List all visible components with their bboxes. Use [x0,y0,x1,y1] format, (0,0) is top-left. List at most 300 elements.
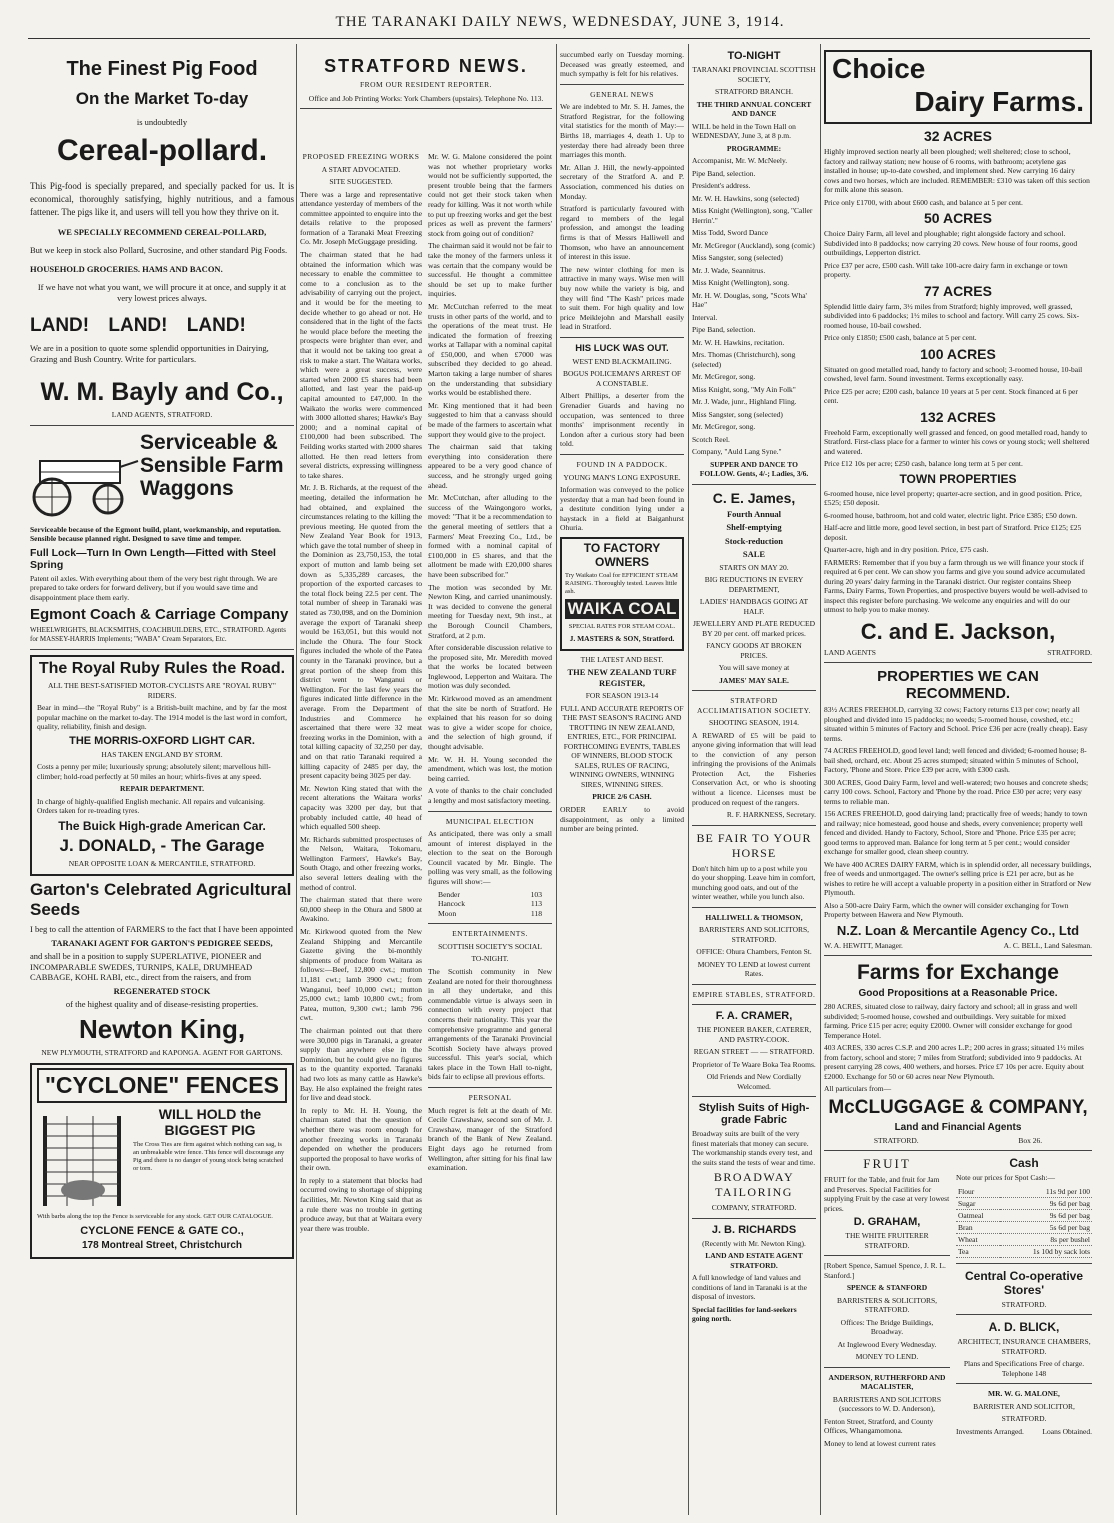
fair-horse-body: Don't hitch him up to a post while you do your shopping. Leave him in comfort, munching good oats, and out of the winter weather, while you lunch also. [692,863,816,902]
richards-body: A full knowledge of land values and conditions of land in Taranaki is at the disposal of investors. [692,1273,807,1302]
waggon-ad [30,431,294,525]
news-para: Mr. McCutchan referred to the meat trusts in other parts of the world, and to the operations of the meat trust. He indicated the formation of freezing works at Tallapar with a nominal capital of £50,000, and when £7000 was subscribed they decided to go ahead. Marton taking a large number of shares on the understanding that subsidiary works would be established there. [428,301,552,398]
nzloan-footer [824,941,1092,951]
divider [692,1096,816,1097]
james-sale: SALE [742,549,766,559]
mccluggage-footer [824,1136,1092,1146]
anderson-money: Money to lend at lowest current rates [824,1438,936,1448]
coop-headline: Central Co-operative Stores' [964,1268,1084,1297]
coal-sub: SPECIAL RATES FOR STEAM COAL. [568,622,676,630]
james-shelf: Shelf-emptying [726,522,782,532]
royal-ruby-ad [30,655,294,876]
tonight-headline: TO-NIGHT [727,50,781,62]
general-news-column [560,50,684,1515]
recommend-item: 300 ACRES, Good Dairy Farm, level and well-watered; two houses and concrete sheds; carry 100 cows. School, Factory and 'Phone by the road. Price £30 per acre; very easy terms to reliable man. [824,777,1089,806]
malone-loans: Loans Obtained. [1042,1426,1092,1436]
divider [428,1087,552,1088]
poll-votes: 103 [530,889,542,899]
news-para: The motion was seconded by Mr. Newton King, and carried unanimously. It was decided to convene the general meeting for Tuesday next, 9th inst., at the Borough Council Chambers, Stratford, at 2 p.m. [428,582,552,640]
news-subcolumn-left [300,152,422,1236]
exchange-sub: Good Propositions at a Reasonable Price. [858,988,1058,999]
nzloan-left: W. A. HEWITT, Manager. [824,940,903,950]
anderson-sub: BARRISTERS AND SOLICITORS (successors to W. D. Anderson), [832,1394,942,1413]
malone-invest: Investments Arranged. [956,1426,1024,1436]
fence-illustration [37,1110,127,1210]
divider [30,649,294,650]
freezing-para: Mr. Newton King stated that with the recent alterations the Waitara works' capacity was 3200 per day, but that probably included cattle, 40 head of which equalled 500 sheep. [300,783,422,832]
cash-item: Oatmeal [956,1209,1000,1221]
divider [824,955,1092,956]
garton-ad [30,880,294,1057]
james-starts: STARTS ON MAY 20. [719,562,789,572]
fruit-headline: FRUIT [863,1156,911,1171]
cyclone-company: CYCLONE FENCE & GATE CO., [80,1224,244,1237]
jackson-footer [824,648,1092,658]
halliwell-sub: BARRISTERS AND SOLICITORS, STRATFORD. [698,925,810,944]
freezing-para: Mr. Kirkwood quoted from the New Zealand Shipping and Mercantile Gazette giving the bi-monthly shipments of produce from Waitara as follows:—Beef, 12,800 cwt.; mutton 11,181 cwt.; lamb 3900 cwt.; from Wanganui, beef 10,000 cwt.; mutton 25,000 cwt.; lamb 10,800 cwt.; from Patea, mutton, 9,300 cwt.; lamb 796 cwt. [300,927,422,1023]
james-shop: JAMES' MAY SALE. [719,675,789,685]
accompanist: Accompanist, Mr. W. McNeely. [692,156,788,165]
acres-50-head: 50 ACRES [924,210,992,226]
malone-footer [956,1427,1092,1437]
bayly-name: W. M. Bayly and Co., [40,378,284,406]
news-para: Mr. Kirkwood moved as an amendment that the site be north of Stratford. He explained that his reason for so doing was to give a wider scope for choice, and the selection of high ground, if thought advisable. [428,694,552,752]
divider [692,1218,816,1219]
cash-intro: Note our prices for Spot Cash:— [956,1173,1055,1182]
halliwell-office: OFFICE: Ohura Chambers, Fenton St. [696,947,812,957]
programme-item: Mrs. Thomas (Christchurch), song (selected) [692,350,796,369]
news-para: Mr. W. H. H. Young seconded the amendment, which was lost, the motion being carried. [428,754,552,783]
morris-headline: THE MORRIS-OXFORD LIGHT CAR. [69,734,255,747]
personal-headline: PERSONAL [468,1093,512,1103]
poll-name: Bender [438,889,460,899]
pig-food-undoubtedly: is undoubtedly [136,117,188,127]
divider [300,108,552,109]
bottom-adverts [824,1156,1092,1451]
poll-votes: 118 [530,908,542,918]
richards-name: J. B. RICHARDS [711,1223,797,1236]
luck-sub2: BOGUS POLICEMAN'S ARREST OF A CONSTABLE. [562,369,682,388]
ruby-headline: The Royal Ruby Rules the Road. [38,660,286,677]
divider [692,907,816,908]
news-para: The chairman said that taking everything into consideration there appeared to be a very good chance of success, and he strongly urged going ahead. [428,442,552,490]
news-para: Stratford is particularly favoured with regard to members of the legal profession, and amongst the leading firms is that of Messrs Halliwell and Thomson, who have an announcement of interest in this issue. [560,204,684,262]
programme-item: Mr. W. H. Hawkins, recitation. [692,337,785,347]
luck-body: Albert Phillips, a deserter from the Grenadier Guards and having no occupation, was sentenced to three months' imprisonment recently in London after a curious story had been told. [560,391,684,449]
coal-agent: J. MASTERS & SON, Stratford. [569,634,675,644]
programme-item: Miss Knight (Wellington), song. [692,278,790,287]
divider [428,923,552,924]
waggon-headline: Serviceable & Sensible Farm Waggons [140,430,284,500]
exchange-tail: All particulars from— [824,1084,892,1093]
news-para: succumbed early on Tuesday morning. Deceased was greatly esteemed, and much sympathy is felt for his relatives. [560,50,684,79]
turf-tail: ORDER EARLY to avoid disappointment, as only a limited number are being printed. [560,804,684,834]
divider [692,484,816,485]
programme-item: Pipe Band, selection. [692,325,756,334]
acres-77-body: Splendid little dairy farm, 3½ miles from Stratford; highly improved, well grassed, subdivided into 6 paddocks; 1½ miles to school and factory. Will carry 25 cows. Six-roomed house, 10-bail cowshed. [824,301,1080,330]
pig-food-procure: If we have not what you want, we will procure it at once, and supply it at very lowest prices always. [37,282,287,303]
cash-item: Flour [956,1186,1000,1198]
repair-headline: REPAIR DEPARTMENT. [120,784,204,793]
divider [560,337,684,338]
cash-price: 1s 10d by sack lots [1000,1245,1092,1257]
news-para: Mr. King mentioned that it had been suggested to him that a canvass should be made of the farmers to ascertain what support they would give to the project. [428,400,552,439]
concert-headline: THE THIRD ANNUAL CONCERT AND DANCE [696,99,812,118]
land-headline: LAND! LAND! LAND! [30,315,246,336]
divider [692,1004,816,1005]
land-agents-column [824,50,1092,1515]
programme-list [692,169,816,457]
pig-food-product: Cereal-pollard. [56,133,268,167]
richards-sub: (Recently with Mr. Newton King). [702,1238,806,1248]
freezing-sub2: SITE SUGGESTED. [329,177,393,186]
newton-name: Newton King, [78,1013,246,1044]
choice-dairy-ad [824,50,1092,124]
graham-sub: THE WHITE FRUITERER STRATFORD. [845,1231,929,1250]
notices-column [692,50,816,1515]
turf-headline: THE NEW ZEALAND TURF REGISTER, [567,667,677,688]
broadway-sub: COMPANY, STRATFORD. [711,1203,797,1213]
divider [824,662,1092,663]
supper-line: SUPPER AND DANCE TO FOLLOW. Gents, 4/-; Ladies, 3/6. [699,459,809,478]
land-body: We are in a position to quote some splendid opportunities in Dairying, Grazing and Bush Country. Write for particulars. [30,343,269,364]
paddock-body: Information was conveyed to the police yesterday that a man had been found in a destitute condition lying under a haystack in a field at Baiganhurst Ohuria. [560,485,684,533]
acclimatisation-headline: STRATFORD ACCLIMATISATION SOCIETY. [697,696,811,715]
shooting-season: SHOOTING SEASON, 1914. [708,718,799,727]
empire-stables: EMPIRE STABLES, STRATFORD. [692,989,816,999]
ruby-body: Bear in mind—the "Royal Ruby" is a British-built machine, and by far the most popular machine on the market to-day. The 1914 model is the last word in comfort, quality, reliability, finish and design. [37,703,287,731]
entertainments-body: The Scottish community in New Zealand are noted for their thoroughness in all they undertake, and this commendable virtue is always seen in connection with every project that concerns their nationality. This year the comprehensive programme and general arrangements of the Taranaki Provincial Scottish Society have always proved successful. This year's social, which takes place in the Town Hall to-night, bids fair to eclipse all previous efforts. [428,966,552,1082]
cyclone-address: 178 Montreal Street, Christchurch [81,1239,243,1251]
mccluggage-left: STRATFORD. [873,1135,919,1145]
programme-item: Interval. [692,312,718,322]
cash-price: 11s 9d per 100 [1000,1186,1092,1198]
blick-sub: ARCHITECT, INSURANCE CHAMBERS, STRATFORD. [957,1337,1091,1356]
programme-item: Miss Sangster, song (selected) [692,409,783,419]
garton-body: I beg to call the attention of FARMERS to the fact that I have been appointed [30,924,294,934]
malone-sub: BARRISTER AND SOLICITOR, [973,1401,1075,1411]
mccluggage-name: McCLUGGAGE & COMPANY, [828,1096,1088,1118]
poll-name: Hancock [438,899,465,909]
latest-line: THE LATEST AND BEST. [580,654,664,664]
freezing-headline: PROPOSED FREEZING WORKS [302,152,420,161]
cramer-proprietor: Proprietor of Te Waare Boka Tea Rooms. [692,1059,816,1069]
acres-132-body: Freehold Farm, exceptionally well grassed and fenced, on good metalled road, handy to Stratford. First-class place for a farmer to winter his cows or young stock; well sheltered and watered. [824,427,1090,456]
column-divider [296,44,297,1515]
luck-sub1: WEST END BLACKMAILING. [572,356,672,366]
town-property-item: Quarter-acre, high and in dry position. Price, £75 cash. [824,545,989,554]
coal-brand: WAIKA COAL [565,599,679,619]
cash-price-row [956,1245,1092,1257]
entertainments-tonight: TO-NIGHT. [471,954,509,964]
paddock-headline: FOUND IN A PADDOCK. [576,460,668,469]
cyclone-will: WILL HOLD the BIGGEST PIG [158,1106,262,1138]
garton-supply: and shall be in a position to supply SUPERLATIVE, PIONEER and INCOMPARABLE SWEDES, TURNIPS, KALE, DRUMHEAD CABBAGE, KOHL RABI, etc., direct from the raisers, and from [30,951,262,982]
programme-item: Scotch Reel. [692,434,730,444]
graham-name: D. GRAHAM, [853,1216,921,1228]
richards-tail: Special facilities for land-seekers going north. [692,1304,797,1324]
recommend-item: We have 400 ACRES DAIRY FARM, which is in splendid order, all necessary buildings, free of weeds and unmortgaged. The owner's selling price is £21 per acre, but as he wishes to retire he will accept a valuable property in a position either in Stratford or New Plymouth. [824,859,1092,897]
programme-item: Mr. McGregor (Auckland), song (comic) [692,240,815,250]
cash-item: Bran [956,1221,1000,1233]
luck-headline: HIS LUCK WAS OUT. [575,342,669,354]
acclimatisation-body: A REWARD of £5 will be paid to anyone giving information that will lead to the conviction of any person infringing the provisions of the Animals Protection Act, the Fisheries Conservation Act, or who is shooting without a licence. Licenses must be produced on request of the rangers. [692,730,816,807]
news-para: Mr. Allan J. Hill, the newly-appointed secretary of the Stratford A. and P. Association, commenced his duties on Monday. [560,162,684,201]
town-property-item: 6-roomed house, nice level property; quarter-acre section, and in good position. Price, £525; £50 deposit. [824,488,1082,507]
spence-offices: Offices: The Bridge Buildings, Broadway. [840,1317,934,1336]
pig-food-body: This Pig-food is specially prepared, and specially packed for us. It is economical, thoroughly satisfying, highly nutritious, and a famous fattener. The pigs like it, and users will tell you how they thrive on it. [30,180,294,217]
james-jewel: JEWELLERY AND PLATE REDUCED BY 20 per cent. off marked prices. [692,619,815,638]
resident-reporter: FROM OUR RESIDENT REPORTER. [359,80,493,89]
exchange-headline: Farms for Exchange [857,961,1059,984]
turf-body: FULL AND ACCURATE REPORTS OF THE PAST SEASON'S RACING AND TROTTING IN NEW ZEALAND, ENTRIES, ETC., FOR PRINCIPAL FORTHCOMING EVENTS, TABLES OF WINNERS, BLOOD STOCK SALES, RULES OF RACING, WINNING OWNERS, WINNING SIRES, WINNING SIRES. [560,703,684,789]
town-property-item: Half-acre and little more, good level section, in best part of Stratford. Price £125; £25 deposit. [824,523,1082,542]
anderson-name: ANDERSON, RUTHERFORD AND MACALISTER, [828,1372,946,1391]
recommend-item: 83½ ACRES FREEHOLD, carrying 32 cows; Factory returns £13 per cow; nearly all ploughed and divided into 15 paddocks; no weeds; 5-roomed house, cowshed, etc.; situated within 5 minutes of Factory and School. Price £36 per acre (really cheap). Easy terms. [824,705,1088,743]
donald-name: J. DONALD, - The Garage [59,835,265,855]
garton-headline: Garton's Celebrated Agricultural Seeds [30,880,292,919]
cyclone-ad [30,1063,294,1259]
town-properties-list [824,489,1092,555]
pig-food-groceries: HOUSEHOLD GROCERIES. HAMS AND BACON. [30,263,223,274]
news-subcolumn-right [428,152,552,1176]
turf-price: PRICE 2/6 CASH. [592,792,652,802]
fruit-body: FRUIT for the Table, and fruit for Jam and Preserves. Special Facilities for supplying Fruit by the case at very lowest prices. [824,1175,950,1213]
acres-132-price: Price £12 10s per acre; £250 cash, balance long term at 5 per cent. [824,459,1023,468]
news-para: The chairman said it would not be fair to take the money of the farmers unless it was certain that the company would be successful. He thought a committee should be set up to make further inquiries. [428,241,552,299]
news-para: A vote of thanks to the chair concluded a lengthy and most satisfactory meeting. [428,786,552,805]
divider [692,690,816,691]
waikato-coal-ad [560,537,684,651]
cash-headline: Cash [1009,1156,1039,1170]
freezing-para: In reply to a statement that blocks had occurred owing to shortage of shipping facilities, Mr. Newton King said that as a rule there was no trouble in getting produce away, but that at Waitara every year there was trouble. [300,1175,422,1233]
column-divider [556,44,557,1515]
exchange-item: 403 ACRES, 330 acres C.S.P. and 200 acres L.P.; 200 acres in grass; situated 1½ miles from factory, school and store; 7 miles from Stratford; subdivided into 9 paddocks. At present carrying 28 cows, 400 wethers, and horses. Price £7 10s per acre. Equity about £2000. Exchange for 50 or 60 acres near New Plymouth. [824,1043,1084,1081]
municipal-body: As anticipated, there was only a small amount of interest displayed in the election to the seat on the Borough Council vacated by Mr. Bingle. The polling was very small, as the following figures will show:— [428,829,552,887]
freezing-para: The chairman pointed out that there were 30,000 pigs in Taranaki, a greater supply than anywhere else in the Dominion, but he could give no figures as to the quantity exported. Taranaki had two lots as many cattle as Hawke's Bay. He also explained the freight rates for live and dead stock. [300,1025,422,1103]
donald-sub: NEAR OPPOSITE LOAN & MERCANTILE, STRATFORD. [68,858,256,868]
buick-line: The Buick High-grade American Car. [58,818,266,833]
cash-price-row [956,1209,1092,1221]
town-farmers: FARMERS: Remember that if you buy a farm through us we will finance your stock if required at 6 per cent. We can show you farms and give you sound advice accumulated during 20 years' dairy farming in the Taranaki district. Our register contains Sheep Farms, Dairy Farms, Town Properties, and prospective buyers would be well-advised to inspect this register before purchasing. We welcome any enquiries and will do our utmost to help you to make money. [824,557,1088,614]
acres-32-body: Highly improved section nearly all been ploughed; well sheltered; close to school, factory and railway station; new house of 6 rooms, with bathroom; acetylene gas installed in house; up-to-date cowshed, and implement shed. New carrying 16 dairy cows and two horses, which are included. REMEMBER: £310 was taken off this section for milk alone this season. [824,147,1090,194]
cash-price: 8s per bushel [1000,1233,1092,1245]
nzloan-right: A. C. BELL, Land Salesman. [1003,940,1092,950]
programme-item: Miss Knight (Wellington), song, "Caller Herrin'." [692,206,813,225]
freezing-para: Mr. J. B. Richards, at the request of the meeting, detailed the information he had obtained, and explained the circumstances relating to the killing the previous meeting. He quoted from the New Zealand Year Book for 1913, which gave the total number of sheep in the Dominion as 23,750,153, the total export of mutton and lamb being set down as 5,335,289 carcases, the proportion of the exported carcases to the total flock being 22.5 per cent. The total number of sheep in Taranaki was stated as 730,098, and on the Dominion average the export of Taranaki sheep would be 163,051, but this would not include the Ohura. The four Stock figures included the whole of the Patea county in the Taranaki province, but a great portion of the sheep from this district went to Wanganui or Wellington. For the last few years the figures indicated little difference in the average. From the Department of Industries and Commerce he ascertained that there were 32 meat freezing works in the Dominion, with a total killing capacity of 32,250 per day, and on that ratio Taranaki required a killing capacity of 2485 per day, the present capacity being 3025 per day. [300,483,422,781]
richards-land: LAND AND ESTATE AGENT STRATFORD. [705,1251,803,1270]
coop-sub: STRATFORD. [1001,1299,1047,1309]
concert-body: WILL be held in the Town Hall on WEDNESDAY, June 3, at 8 p.m. [692,121,796,140]
anderson-address: Fenton Street, Stratford, and County Offices, Whangamomona. [824,1416,934,1435]
divider [824,1150,1092,1151]
programme-item: Mr. McGregor, song. [692,422,756,431]
egmont-sub: WHEELWRIGHTS, BLACKSMITHS, COACHBUILDERS, ETC., STRATFORD. Agents for MASSEY-HARRIS Implements; "WABA" Cream Separators, Etc. [30,626,286,643]
coal-headline: TO FACTORY OWNERS [583,540,661,569]
cyclone-small: The Cross Ties are firm against which nothing can sag, is an unbreakable wire fence. This fence will discourage any Pig and there is no danger of young stock being scratched or torn. [133,1141,285,1172]
town-properties-head: TOWN PROPERTIES [899,471,1017,486]
james-sale-ad [692,490,816,686]
waggon-lock: Full Lock—Turn In Own Length—Fitted with Steel Spring [30,546,276,571]
garton-props: of the highest quality and of disease-resisting properties. [65,999,259,1009]
morris-body: Costs a penny per mile; luxuriously sprung; absolutely silent; marvellous hill-climber; hold-road perfectly at 50 miles an hour; whirls-fives at any speed. [37,762,271,781]
halliwell-money: MONEY TO LEND at lowest current Rates. [697,959,811,979]
newton-sub: NEW PLYMOUTH, STRATFORD and KAPONGA. AGENT FOR GARTONS. [41,1047,283,1057]
cash-price-row [956,1186,1092,1198]
acres-100-body: Situated on good metalled road, handy to factory and school; 3-roomed house, 10-bail cowshed, level farm. Sound investment. Terms exceptionally easy. [824,364,1083,383]
column-divider [820,44,821,1515]
blick-name: A. D. BLICK, [988,1320,1060,1334]
freezing-para: There was a large and representative attendance yesterday of members of the committee appointed to enquire into the details relative to the proposed formation of a Taranaki Meat Freezing Co. Mr. Joseph McGuggage presiding. [300,189,422,247]
jackson-right: STRATFORD. [1047,647,1092,657]
poll-results [428,890,552,919]
blick-plans: Plans and Specifications Free of charge. Telephone 148 [963,1359,1085,1378]
nzloan-name: N.Z. Loan & Mercantile Agency Co., Ltd [836,922,1080,938]
ruby-sub: ALL THE BEST-SATISFIED MOTOR-CYCLISTS ARE "ROYAL RUBY" RIDERS. [48,681,276,700]
divider [956,1383,1092,1384]
municipal-headline: MUNICIPAL ELECTION [445,816,535,826]
masthead: THE TARANAKI DAILY NEWS, WEDNESDAY, JUNE 3, 1914. [335,14,785,30]
stratford-news-title: STRATFORD NEWS. [324,56,528,76]
cash-price-row [956,1221,1092,1233]
james-save: You will save money at [718,663,790,672]
divider [824,1367,950,1368]
programme-item: Mr. McGregor, song. [692,372,756,381]
pig-food-ad [30,58,294,420]
cramer-address: REGAN STREET — — STRATFORD. [693,1047,815,1057]
advert-column-left [30,50,294,1515]
programme-item: Miss Knight, song, "My Ain Folk" [692,384,796,394]
news-para: Mr. W. G. Malone considered the point was not whether proprietary works would not be sufficiently supported, the present trouble being that the farmers could not get their stock taken when ready for killing. Was it not worth while to put up freezing works and get the best prices as well as prevent the farmers' stock from going out of condition? [428,152,552,238]
malone-name: MR. W. G. MALONE, [988,1389,1060,1398]
bottom-right-adverts [956,1156,1092,1451]
choice-headline: Choice [832,53,926,84]
stratford-news-column [300,50,552,1515]
james-annual: Fourth Annual [726,508,782,519]
freezing-para: In reply to Mr. H. H. Young, the chairman stated that the question of whether there was room enough for another freezing works in Taranaki depended on whether the producers supported the proposal to have works of their own. [300,1105,422,1173]
freezing-sub1: A START ADVOCATED. [321,164,401,174]
bayly-sub: LAND AGENTS, STRATFORD. [111,410,213,419]
divider [692,984,816,985]
pig-food-subhead: On the Market To-day [75,89,249,108]
cyclone-catalogue: With barbs along the top the Fence is serviceable for any stock. GET OUR CATALOGUE. [37,1213,273,1220]
programme-item: Miss Todd, Sword Dance [692,228,768,237]
james-fancy: FANCY GOODS AT BROKEN PRICES. [706,641,802,660]
acres-50-body: Choice Dairy Farm, all level and ploughable; right alongside factory and school. Subdivided into 8 paddocks; now carrying 20 cows. New house of four rooms, good outbuildings, Lepperton district. [824,229,1078,257]
spence-money: MONEY TO LEND. [855,1352,919,1361]
waggon-body: Serviceable because of the Egmont build, plant, workmanship, and reputation. Sensible because planned right. Designed to save time and temper. [30,524,281,543]
personal-body: Much regret is felt at the death of Mr. Cecile Crawshaw, second son of Mr. J. Crawshaw, manager of the Stratford branch of the Bank of New Zealand. Eight days ago he returned from Wellington, after sitting for his final law examination. [428,1105,552,1173]
poll-name: Moon [438,908,457,918]
morris-sub: HAS TAKEN ENGLAND BY STORM. [101,749,223,759]
james-name: C. E. James, [712,489,796,506]
entertainments-headline: ENTERTAINMENTS. [452,929,528,939]
fair-horse-headline: BE FAIR TO YOUR HORSE [696,830,812,860]
spence-sub: BARRISTERS & SOLICITORS, STRATFORD. [836,1295,938,1314]
cash-item: Tea [956,1245,1000,1257]
news-para: The new winter clothing for men is attractive in many ways. Wise men will buy now while the variety is big, and they will find "The Kash" prices made to suit them. For high quality and low price Meiklejohn and Marshall easily lead in Stratford. [560,264,684,332]
pig-food-headline: The Finest Pig Food [66,58,258,80]
cramer-sub: THE PIONEER BAKER, CATERER, AND PASTRY-COOK. [696,1025,812,1044]
poll-row [438,890,542,900]
office-line: Office and Job Printing Works: York Chambers (upstairs). Telephone No. 113. [308,93,544,103]
column-divider [688,44,689,1515]
james-reduction: Stock-reduction [725,535,783,546]
programme-item: Mr. J. Wade, junr., Highland Fling. [692,397,797,406]
cash-price-row [956,1233,1092,1245]
programme-item: Pipe Band, selection. [692,168,756,178]
programme-item: Mr. J. Wade, Seannitrus. [692,265,766,275]
freezing-para: The chairman stated that he had obtained the information which was necessary to enable the committee to come to a conclusion as to the advisability of carrying out the project, and it would be for the meeting to decide whether to go ahead or not. He considered that in the light of the facts he would place before the meeting the prospects were brighter than ever, and that it would not be taking too great a risk to make a start. The Waitara works, which were a great success, were started when 2000 £5 shares had been allotted, and last year the paid-up capital amounted to £47,000. In the Waikato the works were commenced with 3000 allotted shares; Hawke's Bay 2000; and a nominal capital of £100,000 had been subscribed. The Feilding works started with 2000 shares allotted. He then read letters from several districts, expressing willingness to take shares. [300,250,422,480]
acres-100-price: Price £25 per acre; £200 cash, balance 10 years at 5 per cent. Stock financed at 6 per cent. [824,386,1078,405]
recommend-item: 74 ACRES FREEHOLD, good level land; well fenced and divided; 6-roomed house; 8-bail shed, orchard, etc. About 25 acres stumped; situated within 5 minutes of School, Factory, 'Phone and Store. Price £39 per acre, with £300 cash. [824,746,1087,774]
cramer-name: F. A. CRAMER, [715,1010,793,1023]
cash-price: 9s 6d per bag [1000,1209,1092,1221]
freezing-para: Mr. Richards submitted prospectuses of the Nelson, Waitara, Tokomaru, Wellington Farmers', Hawke's Bay, South Otago, and other freezing works, also several letters dealing with the method of control. [300,834,422,892]
cash-price: 9s 6d per bag [1000,1197,1092,1209]
scottish-society: TARANAKI PROVINCIAL SCOTTISH SOCIETY, [692,65,816,84]
divider [956,1314,1092,1315]
programme-item: Company, "Auld Lang Syne." [692,447,782,456]
cyclone-headline: "CYCLONE" FENCES [37,1068,287,1103]
halliwell-name: HALLIWELL & THOMSON, [705,912,803,922]
acres-77-price: Price only £1850; £500 cash, balance at 5 per cent. [824,333,977,342]
recommend-list [824,705,1092,920]
news-para: We are indebted to Mr. S. H. James, the Stratford Registrar, for the following vital statistics for the month of May:—Births 18, marriages 4, death 1. Up to yesterday there had already been three marriages this month. [560,102,684,160]
acres-77-head: 77 ACRES [924,282,992,299]
acres-50-price: Price £37 per acre, £500 cash. Will take 100-acre dairy farm in exchange or town property. [824,260,1068,279]
town-property-item: 6-roomed house, bathroom, hot and cold water, electric light. Price £385; £50 down. [824,510,1078,520]
acclimatisation-sign: R. F. HARKNESS, Secretary. [726,810,816,820]
spence-inglewood: At Inglewood Every Wednesday. [837,1339,937,1349]
divider [560,454,684,455]
acres-32-head: 32 ACRES [924,128,992,144]
programme-item: Mr. H. W. Douglas, song, "Scots Wha' Hae" [692,290,807,309]
news-para: After considerable discussion relative to the proposed site, Mr. Meredith moved that the works be located between Inglewood, Lepperton and Waitara. The motion was duly seconded. [428,643,552,691]
poll-votes: 113 [530,899,542,909]
acres-100-head: 100 ACRES [920,345,996,362]
exchange-item: 280 ACRES, situated close to railway, dairy factory and school; all in grass and well subdivided; 5-roomed house, cowshed and outbuildings. Very suitable for mixed farming. Price £15 per acre; equity £2000. Owner will consider exchange for good Temperance Hotel. [824,1002,1078,1040]
james-big: BIG REDUCTIONS IN EVERY DEPARTMENT, [704,575,804,594]
divider [560,84,684,85]
spence-firm: SPENCE & STANFORD [846,1283,928,1292]
dairy-farms-headline: Dairy Farms. [914,86,1084,117]
james-ladies: LADIES' HANDBAGS GOING AT HALF. [699,597,809,616]
cash-price: 5s 6d per bag [1000,1221,1092,1233]
paddock-sub: YOUNG MAN'S LONG EXPOSURE. [563,472,681,482]
cramer-friends: Old Friends and New Cordially Welcomed. [706,1072,802,1091]
pig-food-stock: But we keep in stock also Pollard, Sucrosine, and other standard Pig Foods. [30,245,288,255]
waggon-illustration [30,431,140,523]
stylish-headline: Stylish Suits of High-grade Fabric [698,1102,810,1127]
mccluggage-right: Box 26. [1018,1135,1043,1145]
cash-price-row [956,1197,1092,1209]
mccluggage-sub: Land and Financial Agents [894,1121,1022,1133]
cash-item: Sugar [956,1197,1000,1209]
divider [824,1255,950,1256]
entertainments-sub: SCOTTISH SOCIETY'S SOCIAL [438,941,542,951]
divider [956,1263,1092,1264]
waggon-patent: Patent oil axles. With everything about them of the very best right through. We are prepared to take orders for forward delivery, but if you would save time and disappointment place them early. [30,573,278,602]
malone-town: STRATFORD. [1001,1414,1047,1423]
egmont-name: Egmont Coach & Carriage Company [30,606,289,623]
jackson-left: LAND AGENTS [824,647,876,657]
divider [30,425,294,426]
masthead-rule [28,38,1090,39]
general-news-headline: GENERAL NEWS [590,89,654,99]
garton-regen: REGENERATED STOCK [113,985,211,996]
garton-agent: TARANAKI AGENT FOR GARTON'S PEDIGREE SEEDS, [51,937,273,948]
